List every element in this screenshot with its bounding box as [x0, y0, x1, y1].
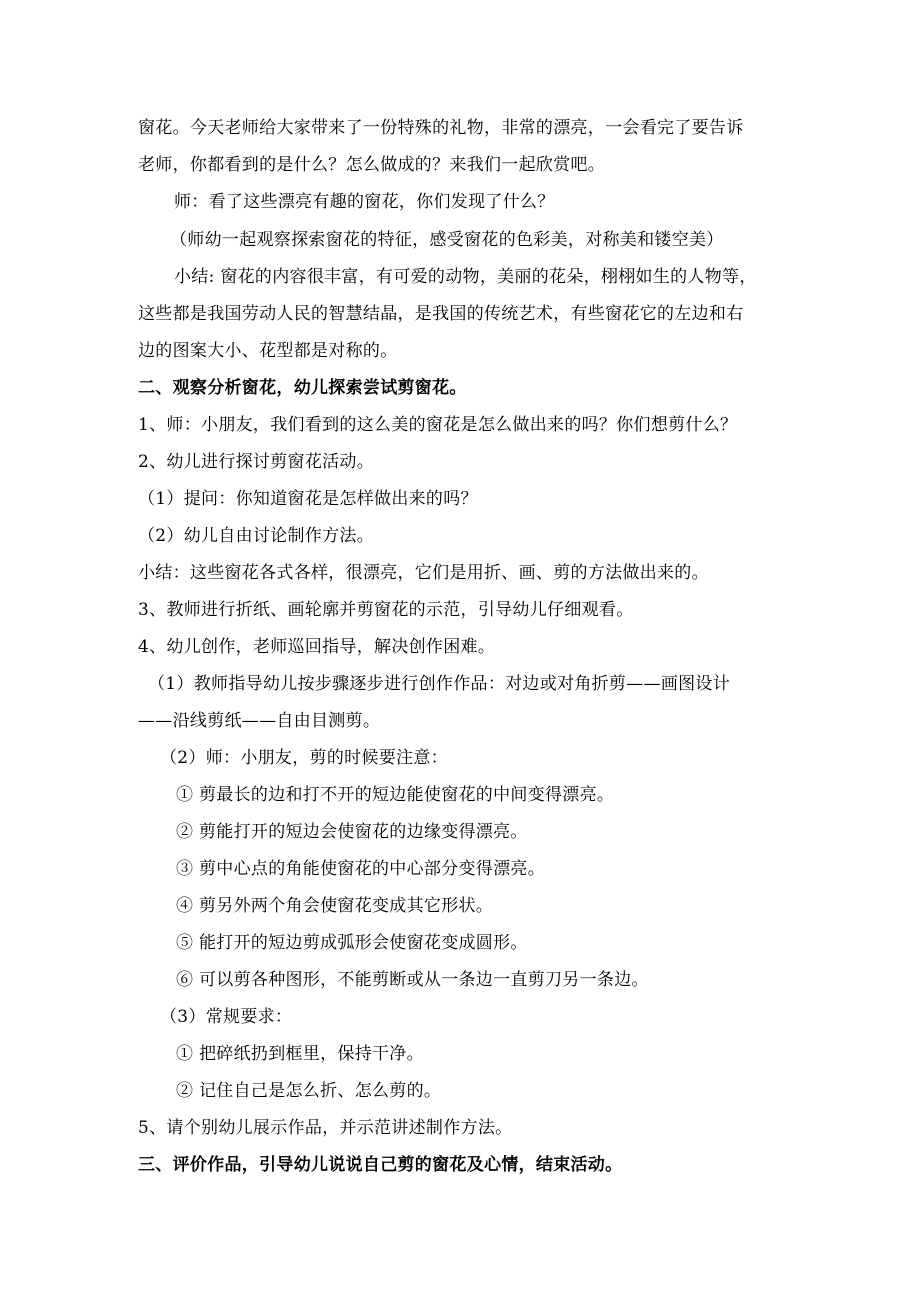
summary-line: 小结: 窗花的内容很丰富，有可爱的动物，美丽的花朵，栩栩如生的人物等， — [174, 267, 757, 287]
paragraph-line: 窗花。今天老师给大家带来了一份特殊的礼物，非常的漂亮，一会看完了要告诉 — [138, 118, 744, 138]
numbered-item: ③ 剪中心点的角能使窗花的中心部分变得漂亮。 — [176, 859, 546, 879]
paragraph-line: 边的图案大小、花型都是对称的。 — [138, 341, 398, 361]
numbered-item: ⑥ 可以剪各种图形，不能剪断或从一条边一直剪刀另一条边。 — [176, 970, 649, 990]
sub-list-item: （2）师：小朋友，剪的时候要注意： — [160, 748, 448, 768]
summary-line: 小结：这些窗花各式各样，很漂亮，它们是用折、画、剪的方法做出来的。 — [138, 563, 709, 583]
numbered-item: ⑤ 能打开的短边剪成弧形会使窗花变成圆形。 — [176, 933, 528, 953]
sub-list-item: （3）常规要求： — [160, 1007, 293, 1027]
list-item: 1、师：小朋友，我们看到的这么美的窗花是怎么做出来的吗？你们想剪什么？ — [138, 415, 738, 435]
paragraph-line: （师幼一起观察探索窗花的特征，感受窗花的色彩美，对称美和镂空美） — [170, 230, 724, 250]
list-item: 3、教师进行折纸、画轮廓并剪窗花的示范，引导幼儿仔细观看。 — [138, 600, 634, 620]
numbered-item: ① 剪最长的边和打不开的短边能使窗花的中间变得漂亮。 — [176, 785, 615, 805]
numbered-item: ④ 剪另外两个角会使窗花变成其它形状。 — [176, 896, 494, 916]
sub-list-item: （2）幼儿自由讨论制作方法。 — [138, 526, 375, 546]
numbered-item: ② 记住自己是怎么折、怎么剪的。 — [176, 1081, 442, 1101]
paragraph-line: 老师，你都看到的是什么？怎么做成的？来我们一起欣赏吧。 — [138, 155, 606, 175]
paragraph-line: 师：看了这些漂亮有趣的窗花，你们发现了什么？ — [174, 192, 555, 212]
paragraph-line: 这些都是我国劳动人民的智慧结晶，是我国的传统艺术，有些窗花它的左边和右 — [138, 304, 744, 324]
sub-list-item: （1）提问：你知道窗花是怎样做出来的吗？ — [138, 489, 478, 509]
list-item: 2、幼儿进行探讨剪窗花活动。 — [138, 452, 375, 472]
numbered-item: ② 剪能打开的短边会使窗花的边缘变得漂亮。 — [176, 822, 528, 842]
list-item: 4、幼儿创作，老师巡回指导，解决创作困难。 — [138, 637, 496, 657]
section-heading: 二、观察分析窗花，幼儿探索尝试剪窗花。 — [138, 378, 467, 398]
paragraph-line: ——沿线剪纸——自由目测剪。 — [138, 711, 381, 731]
numbered-item: ① 把碎纸扔到框里，保持干净。 — [176, 1044, 424, 1064]
list-item: 5、请个别幼儿展示作品，并示范讲述制作方法。 — [138, 1118, 513, 1138]
section-heading: 三、评价作品，引导幼儿说说自己剪的窗花及心情，结束活动。 — [138, 1155, 623, 1175]
sub-list-item: （1）教师指导幼儿按步骤逐步进行创作作品：对边或对角折剪——画图设计 — [148, 674, 731, 694]
